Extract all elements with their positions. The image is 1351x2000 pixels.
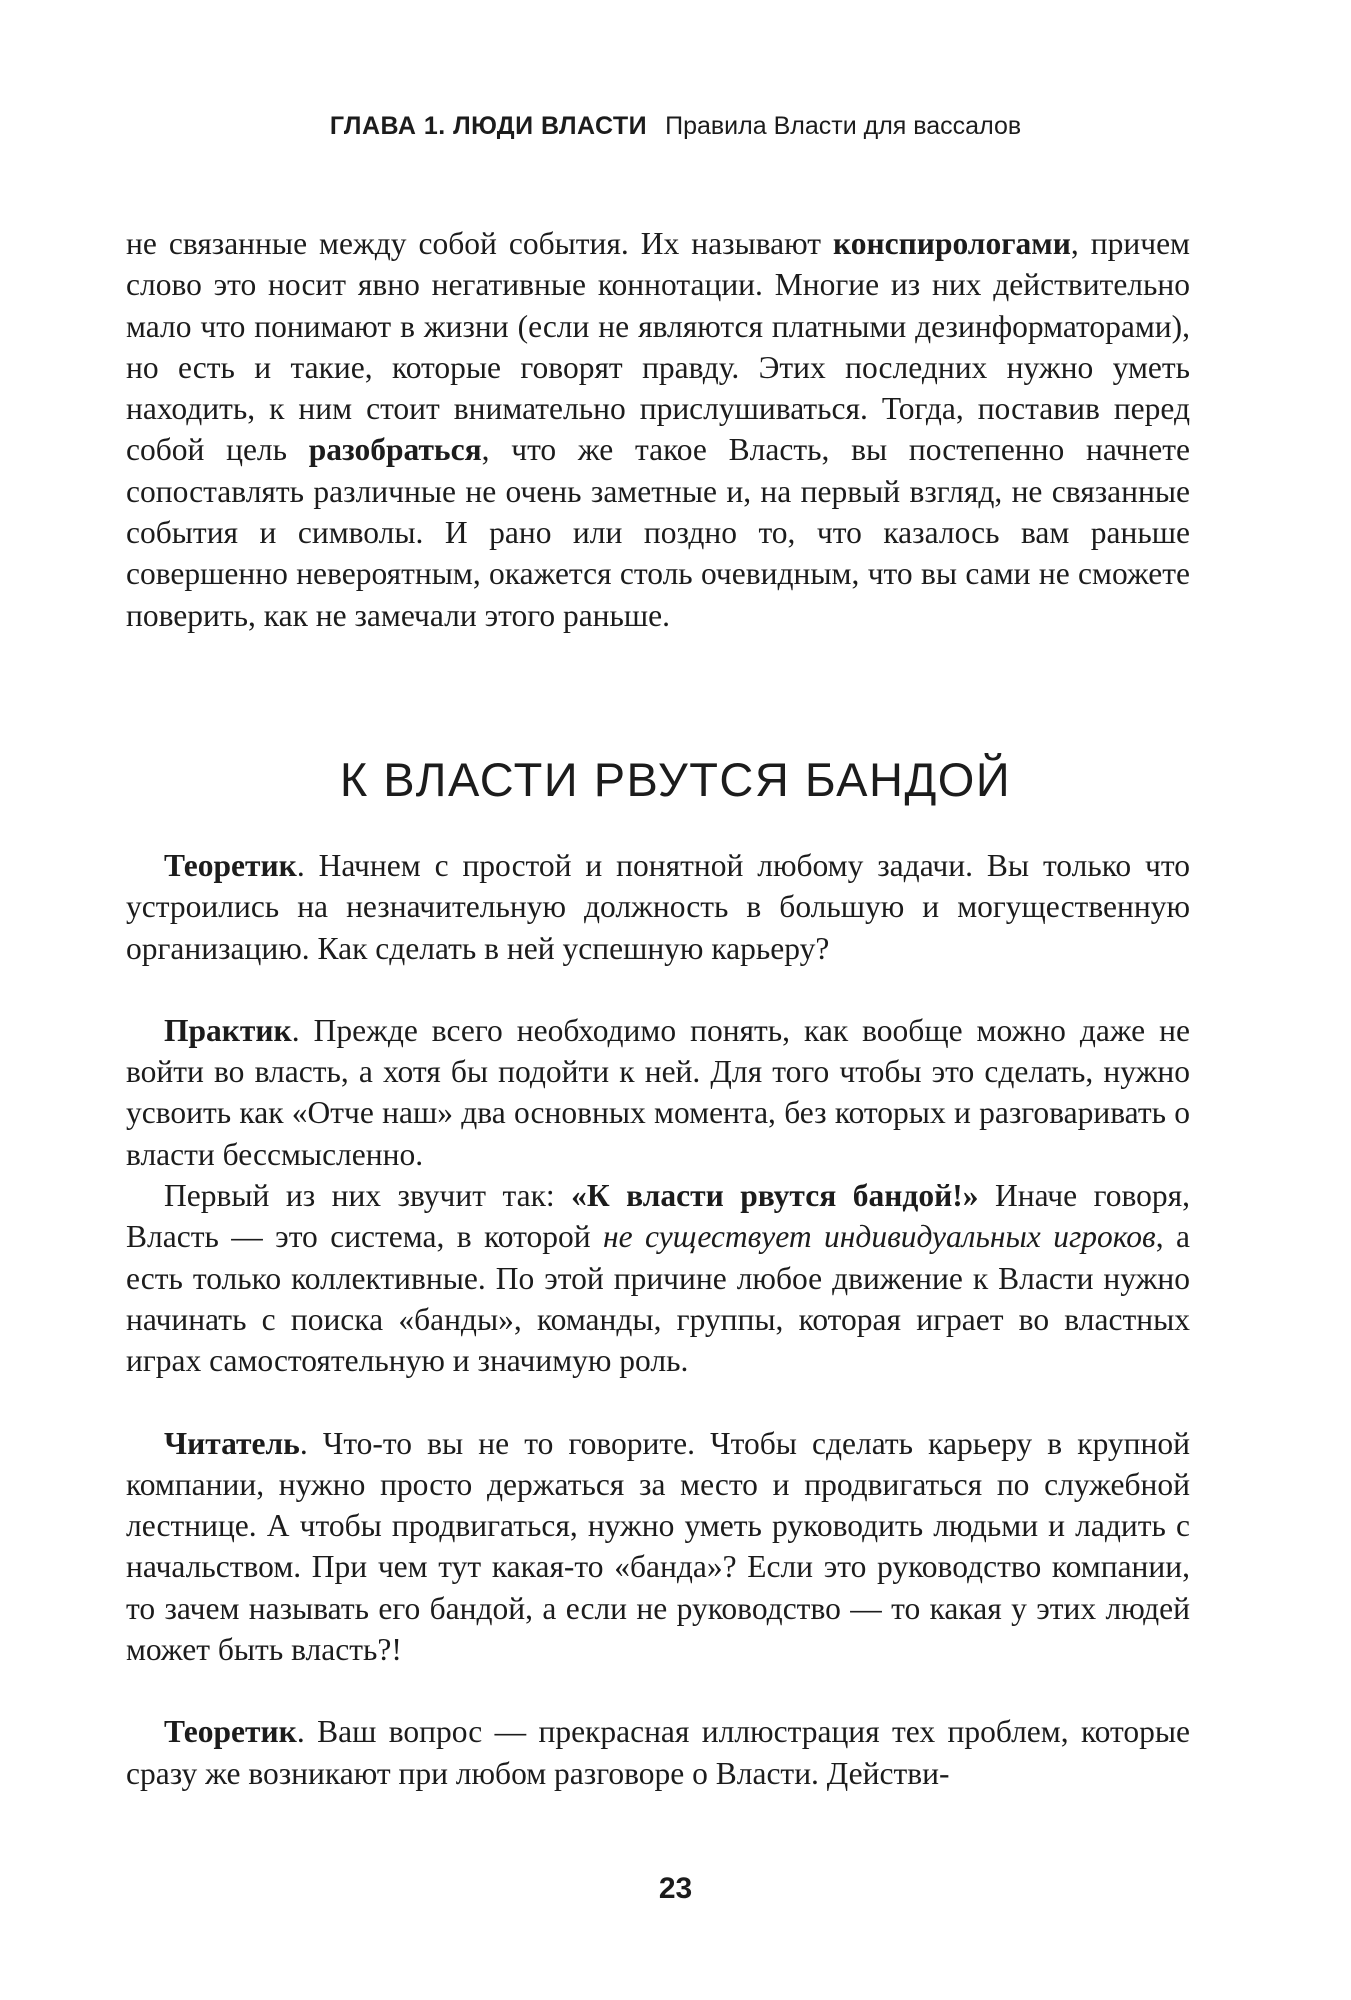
running-header [0, 110, 1351, 142]
bold-quote: «К власти рвутся бандой!» [571, 1178, 979, 1214]
speaker-name: Практик [164, 1012, 292, 1048]
text-run: Первый из них звучит так: [164, 1178, 572, 1214]
bold-term: разобраться [308, 432, 482, 468]
dialogue-text-block [126, 845, 1190, 1794]
section-heading: К ВЛАСТИ РВУТСЯ БАНДОЙ [339, 753, 1012, 806]
dialogue-paragraph-practitioner [126, 1010, 1190, 1175]
italic-phrase: не существует индивидуальных игроков [603, 1219, 1156, 1255]
dialogue-paragraph-theorist [126, 845, 1190, 969]
speech-text: . Ваш вопрос — прекрасная иллюстрация тех проблем, которые сразу же возникают при любом разговоре о Власти. Действи- [126, 1714, 1190, 1791]
page-number: 23 [658, 1872, 693, 1905]
text-run: не связанные между собой события. Их называют [126, 226, 834, 261]
dialogue-paragraph-practitioner-cont [126, 1175, 1190, 1381]
intro-paragraph [126, 223, 1190, 636]
chapter-title: ГЛАВА 1. ЛЮДИ ВЛАСТИ [329, 112, 648, 140]
speech-text: . Прежде всего необходимо понять, как вообще можно даже не войти во власть, а хотя бы подойти к ней. Для того чтобы это сделать, нужно усвоить как «Отче наш» два основных момента, без которых и разговаривать о власти бессмысленно. [126, 1012, 1190, 1172]
section-subtitle: Правила Власти для вассалов [665, 112, 1022, 140]
speech-text: . Начнем с простой и понятной любому задачи. Вы только что устроились на незначительную должность в большую и могущественную организацию. Как сделать в ней успешную карьеру? [126, 848, 1190, 966]
text-run: , что же такое Власть, вы постепенно начнете сопоставлять различные не очень заметные и, на первый взгляд, не связанные события и символы. И рано или поздно то, что казалось вам раньше совершенно невероятным, окажется столь очевидным, что вы сами не сможете поверить, как не замечали этого раньше. [126, 432, 1191, 633]
dialogue-paragraph-theorist-2 [126, 1711, 1190, 1794]
bold-term: конспирологами [833, 226, 1071, 261]
speaker-name: Теоретик [164, 1714, 297, 1750]
dialogue-paragraph-reader [126, 1423, 1190, 1671]
intro-text-block [126, 223, 1190, 636]
speaker-name: Читатель [164, 1425, 300, 1461]
speech-text: . Что-то вы не то говорите. Чтобы сделать карьеру в крупной компании, нужно просто держаться за место и продвигаться по служебной лестнице. А чтобы продвигаться, нужно уметь руководить людьми и ладить с начальством. При чем тут какая-то «банда»? Если это руководство компании, то зачем называть его бандой, а если не руководство — то какая у этих людей может быть власть?! [126, 1425, 1190, 1668]
text-run: Иначе говоря, Власть — это система, в которой [126, 1178, 1190, 1255]
speaker-name: Теоретик [164, 848, 297, 883]
text-run: , а есть только коллективные. По этой причине любое движение к Власти нужно начинать с поиска «банды», команды, группы, которая играет во властных играх самостоятельную и значимую роль. [126, 1219, 1190, 1379]
text-run: , причем слово это носит явно негативные коннотации. Многие из них действительно мало что понимают в жизни (если не являются платными дезинформаторами), но есть и такие, которые говорят правду. Этих последних нужно уметь находить, к ним стоит внимательно прислушиваться. Тогда, поставив перед собой цель [126, 226, 1190, 468]
